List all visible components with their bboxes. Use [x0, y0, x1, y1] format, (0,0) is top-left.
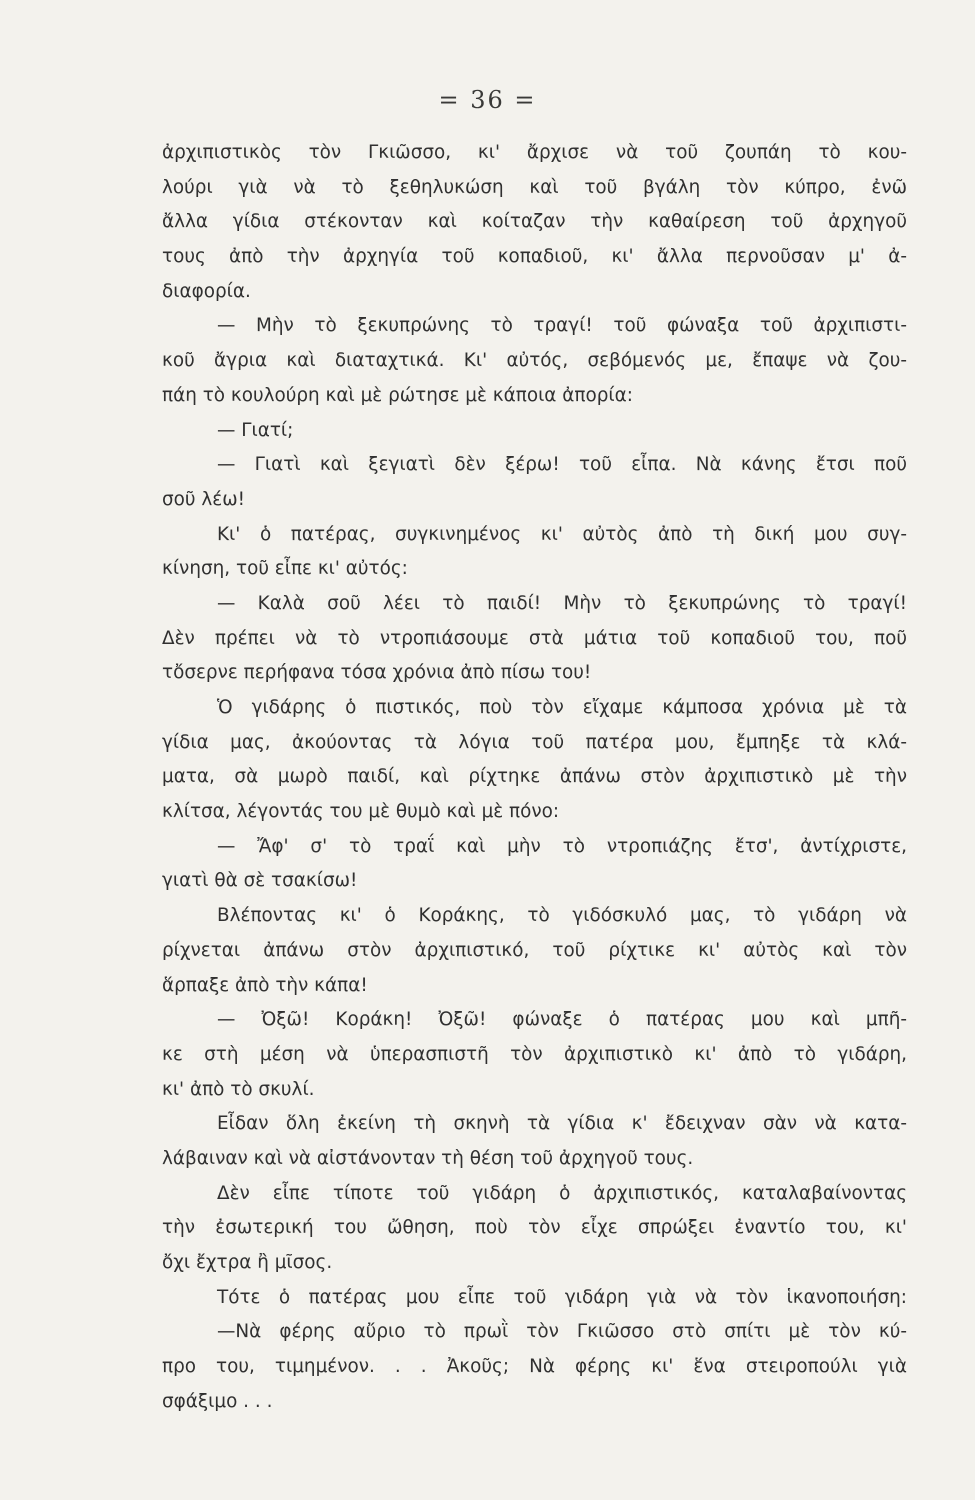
text-line: κλίτσα, λέγοντάς του μὲ θυμὸ καὶ μὲ πόνο: — [162, 801, 560, 823]
text-line: Δὲν εἶπε τίποτε τοῦ γιδάρη ὁ ἀρχιπιστικός, καταλαβαίνοντας — [217, 1182, 907, 1204]
text-line: —Νὰ φέρης αὔριο τὸ πρωῒ τὸν Γκιῶσσο στὸ σπίτι μὲ τὸν κύ- — [217, 1321, 907, 1343]
text-line: διαφορία. — [162, 280, 251, 302]
text-line: Βλέποντας κι' ὁ Κοράκης, τὸ γιδόσκυλό μας, τὸ γιδάρη νὰ — [217, 905, 907, 927]
text-line: ἄλλα γίδια στέκονταν καὶ κοίταζαν τὴν καθαίρεση τοῦ ἀρχηγοῦ — [162, 211, 907, 233]
text-line: σοῦ λέω! — [162, 488, 245, 510]
text-line: — Γιατί; — [217, 419, 294, 441]
text-line: Ὁ γιδάρης ὁ πιστικός, ποὺ τὸν εἴχαμε κάμποσα χρόνια μὲ τὰ — [217, 697, 907, 718]
page-number: = 36 = — [438, 86, 537, 114]
text-line: κίνηση, τοῦ εἶπε κι' αὐτός: — [162, 558, 408, 580]
text-line: λάβαιναν καὶ νὰ αἰστάνονταν τὴ θέση τοῦ ἀρχηγοῦ τους. — [162, 1147, 694, 1169]
text-line: πάη τὸ κουλούρη καὶ μὲ ρώτησε μὲ κάποια ἀπορία: — [162, 384, 633, 406]
text-line: ἅρπαξε ἀπὸ τὴν κάπα! — [162, 974, 368, 996]
text-line: κοῦ ἄγρια καὶ διαταχτικά. Κι' αὐτός, σεβόμενός με, ἔπαψε νὰ ζου- — [162, 350, 907, 372]
text-line: — Μὴν τὸ ξεκυπρώνης τὸ τραγί! τοῦ φώναξα τοῦ ἀρχιπιστι- — [217, 315, 907, 337]
text-line: τους ἀπὸ τὴν ἀρχηγία τοῦ κοπαδιοῦ, κι' ἄλλα περνοῦσαν μ' ἀ- — [162, 246, 907, 268]
text-line: λούρι γιὰ νὰ τὸ ξεθηλυκώση καὶ τοῦ βγάλη τὸν κύπρο, ἐνῶ — [162, 176, 907, 198]
text-line: Δὲν πρέπει νὰ τὸ ντροπιάσουμε στὰ μάτια τοῦ κοπαδιοῦ του, ποῦ — [162, 627, 907, 649]
text-line: — Καλὰ σοῦ λέει τὸ παιδί! Μὴν τὸ ξεκυπρώνης τὸ τραγί! — [217, 592, 907, 614]
text-line: ὄχι ἔχτρα ἢ μῖσος. — [162, 1252, 333, 1273]
body-text — [162, 136, 907, 1419]
text-line: ματα, σὰ μωρὸ παιδί, καὶ ρίχτηκε ἀπάνω στὸν ἀρχιπιστικὸ μὲ τὴν — [162, 766, 907, 788]
text-line: ρίχνεται ἀπάνω στὸν ἀρχιπιστικό, τοῦ ρίχτικε κι' αὐτὸς καὶ τὸν — [162, 939, 907, 961]
text-line: — Ἄφ' σ' τὸ τραΐ καὶ μὴν τὸ ντροπιάζης ἔτσ', ἀντίχριστε, — [217, 835, 907, 857]
text-line: — Ὀξῶ! Κοράκη! Ὀξῶ! φώναξε ὁ πατέρας μου καὶ μπῆ- — [217, 1009, 907, 1031]
text-line: Εἶδαν ὅλη ἐκείνη τὴ σκηνὴ τὰ γίδια κ' ἔδειχναν σὰν νὰ κατα- — [217, 1113, 907, 1135]
text-line: κε στὴ μέση νὰ ὑπερασπιστῆ τὸν ἀρχιπιστικὸ κι' ἀπὸ τὸ γιδάρη, — [162, 1043, 907, 1065]
text-line: γίδια μας, ἀκούοντας τὰ λόγια τοῦ πατέρα μου, ἔμπηξε τὰ κλά- — [162, 731, 907, 753]
text-line: τὴν ἐσωτερική του ὤθηση, ποὺ τὸν εἶχε σπρώξει ἐναντίο του, κι' — [162, 1217, 907, 1239]
text-line: προ του, τιμημένον. . . Ἀκοῦς; Νὰ φέρης κι' ἕνα στειροπούλι γιὰ — [162, 1356, 907, 1378]
text-line: — Γιατὶ καὶ ξεγιατὶ δὲν ξέρω! τοῦ εἶπα. Νὰ κάνης ἔτσι ποῦ — [217, 454, 907, 476]
text-line: σφάξιμο . . . — [162, 1390, 273, 1412]
text-line: κι' ἀπὸ τὸ σκυλί. — [162, 1078, 315, 1100]
text-line: ἀρχιπιστικὸς τὸν Γκιῶσσο, κι' ἄρχισε νὰ τοῦ ζουπάη τὸ κου- — [162, 142, 907, 163]
text-line: τὄσερνε περήφανα τόσα χρόνια ἀπὸ πίσω του! — [162, 662, 592, 684]
text-line: γιατὶ θὰ σὲ τσακίσω! — [162, 870, 358, 892]
text-line: Κι' ὁ πατέρας, συγκινημένος κι' αὐτὸς ἀπὸ τὴ δική μου συγ- — [217, 523, 907, 545]
text-line: Τότε ὁ πατέρας μου εἶπε τοῦ γιδάρη γιὰ νὰ τὸν ἱκανοποιήση: — [217, 1286, 907, 1308]
